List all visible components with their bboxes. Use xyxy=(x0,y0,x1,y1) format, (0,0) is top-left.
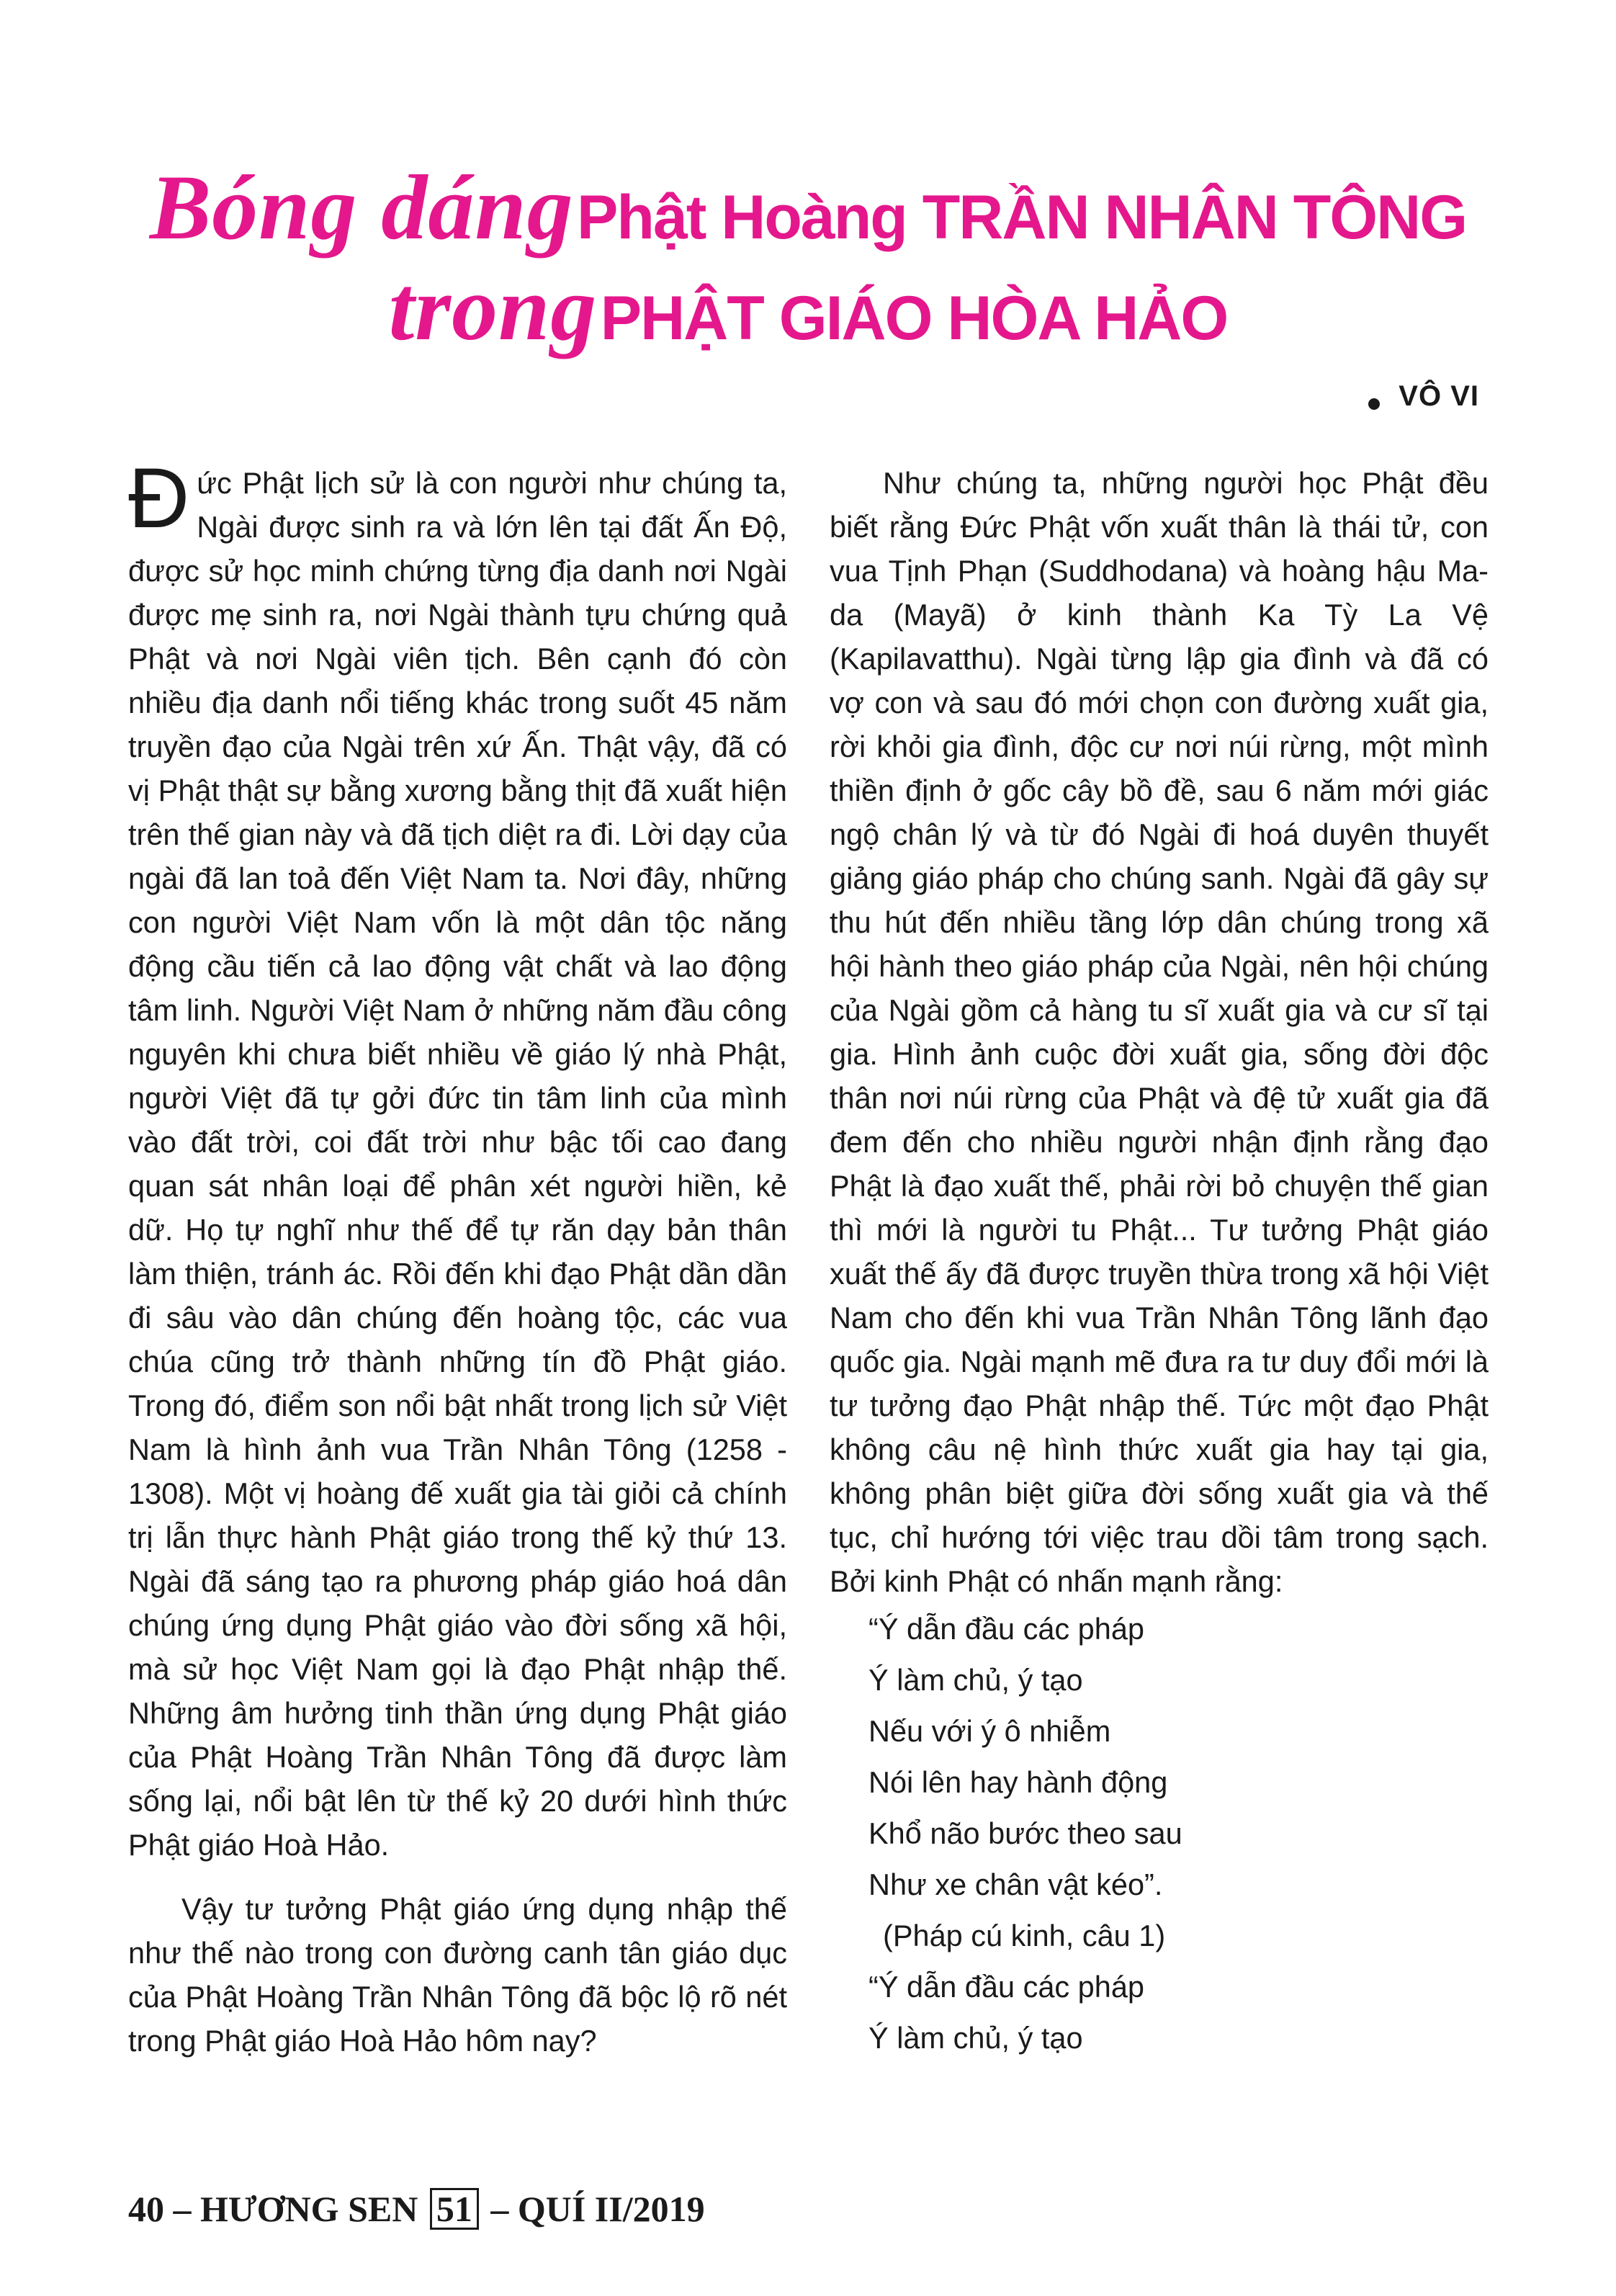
bullet-dot-icon xyxy=(1368,398,1380,410)
verse-line: Nếu với ý ô nhiễm xyxy=(868,1714,1111,1748)
paragraph-intro xyxy=(128,451,787,1867)
magazine-name: – HƯƠNG SEN xyxy=(173,2189,418,2229)
verse-block-1 xyxy=(830,1603,1489,1910)
drop-cap: Đ xyxy=(128,451,190,546)
left-column xyxy=(128,451,787,2063)
issue-period: – QUÍ II/2019 xyxy=(490,2189,705,2229)
verse-line: Nói lên hay hành động xyxy=(868,1765,1168,1799)
title-italic-2: trong xyxy=(388,257,598,359)
issue-number: 51 xyxy=(430,2188,479,2230)
title-line-2 xyxy=(0,256,1616,362)
title-italic-1: Bóng dáng xyxy=(149,156,574,259)
author-name: VÔ VI xyxy=(1399,380,1479,412)
verse-line: “Ý dẫn đầu các pháp xyxy=(868,1970,1145,2004)
verse-line: “Ý dẫn đầu các pháp xyxy=(868,1612,1145,1646)
verse-line: Ý làm chủ, ý tạo xyxy=(868,1663,1083,1697)
paragraph-question: Vậy tư tưởng Phật giáo ứng dụng nhập thế như thế nào trong con đường canh tân giáo dục của Phật Hoàng Trần Nhân Tông đã bộc lộ rõ nét trong Phật giáo Hoà Hảo hôm nay? xyxy=(128,1892,787,2058)
verse-line: Ý làm chủ, ý tạo xyxy=(868,2021,1083,2055)
author-byline xyxy=(1368,380,1479,413)
title-rest-1: Phật Hoàng TRẦN NHÂN TÔNG xyxy=(577,183,1467,252)
paragraph-intro-text: ức Phật lịch sử là con người như chúng ta, Ngài được sinh ra và lớn lên tại đất Ấn Độ, được sử học minh chứng từng địa danh nơi Ngài được mẹ sinh ra, nơi Ngài thành tựu chứng quả Phật và nơi Ngài viên tịch. Bên cạnh đó còn nhiều địa danh nổi tiếng khác trong suốt 45 năm truyền đạo của Ngài trên xứ Ấn. Thật vậy, đã có vị Phật thật sự bằng xương bằng thịt đã xuất hiện trên thế gian này và đã tịch diệt ra đi. Lời dạy của ngài đã lan toả đến Việt Nam ta. Nơi đây, những con người Việt Nam vốn là một dân tộc năng động cầu tiến cả lao động vật chất và lao động tâm linh. Người Việt Nam ở những năm đầu công nguyên khi chưa biết nhiều về giáo lý nhà Phật, người Việt đã tự gởi đức tin tâm linh của mình vào đất trời, coi đất trời như bậc tối cao đang quan sát nhân loại để phân xét người hiền, kẻ dữ. Họ tự nghĩ như thế để tự răn dạy bản thân làm thiện, tránh ác. Rồi đến khi đạo Phật dần dần đi sâu vào dân chúng đến hoàng tộc, các vua chúa cũng trở thành những tín đồ Phật giáo. Trong đó, điểm son nổi bật nhất trong lịch sử Việt Nam là hình ảnh vua Trần Nhân Tông (1258 - 1308). Một vị hoàng đế xuất gia tài giỏi cả chính trị lẫn thực hành Phật giáo trong thế kỷ thứ 13. Ngài đã sáng tạo ra phương pháp giáo hoá dân chúng ứng dụng Phật giáo vào đời sống xã hội, mà sử học Việt Nam gọi là đạo Phật nhập thế. Những âm hưởng tinh thần ứng dụng Phật giáo của Phật Hoàng Trần Nhân Tông đã được làm sống lại, nổi bật lên từ thế kỷ 20 dưới hình thức Phật giáo Hoà Hảo. xyxy=(128,466,787,1862)
page-number: 40 xyxy=(128,2189,164,2229)
verse-line: Khổ não bước theo sau xyxy=(868,1816,1182,1850)
paragraph-buddha-origin: Như chúng ta, những người học Phật đều biết rằng Đức Phật vốn xuất thân là thái tử, con vua Tịnh Phạn (Suddhodana) và hoàng hậu Ma-da (Mayã) ở kinh thành Ka Tỳ La Vệ (Kapilavatthu). Ngài từng lập gia đình và đã có vợ con và sau đó mới chọn con đường xuất gia, rời khỏi gia đình, độc cư nơi núi rừng, một mình thiền định ở gốc cây bồ đề, sau 6 năm mới giác ngộ chân lý và từ đó Ngài đi hoá duyên thuyết giảng giáo pháp cho chúng sanh. Ngài đã gây sự thu hút đến nhiều tầng lớp dân chúng trong xã hội hành theo giáo pháp của Ngài, nên hội chúng của Ngài gồm cả hàng tu sĩ xuất gia và cư sĩ tại gia. Hình ảnh cuộc đời xuất gia, sống đời độc thân nơi núi rừng của Phật và đệ tử xuất gia đã đem đến cho nhiều người nhận định rằng đạo Phật là đạo xuất thế, phải rời bỏ chuyện thế gian thì mới là người tu Phật... Tư tưởng Phật giáo xuất thế ấy đã được truyền thừa trong xã hội Việt Nam cho đến khi vua Trần Nhân Tông lãnh đạo quốc gia. Ngài mạnh mẽ đưa ra tư duy đổi mới là tư tưởng đạo Phật nhập thế. Tức một đạo Phật không câu nệ hình thức xuất gia hay tại gia, không phân biệt giữa đời sống xuất gia và thế tục, chỉ hướng tới việc trau dồi tâm trong sạch. Bởi kinh Phật có nhấn mạnh rằng: xyxy=(830,466,1489,1598)
verse-line: Như xe chân vật kéo”. xyxy=(868,1867,1163,1901)
title-rest-2: PHẬT GIÁO HÒA HẢO xyxy=(600,284,1228,353)
title-line-1 xyxy=(0,155,1616,261)
right-column xyxy=(830,461,1489,2063)
verse-block-2 xyxy=(830,1961,1489,2063)
page-footer xyxy=(128,2188,705,2230)
verse-source: (Pháp cú kinh, câu 1) xyxy=(883,1919,1166,1952)
